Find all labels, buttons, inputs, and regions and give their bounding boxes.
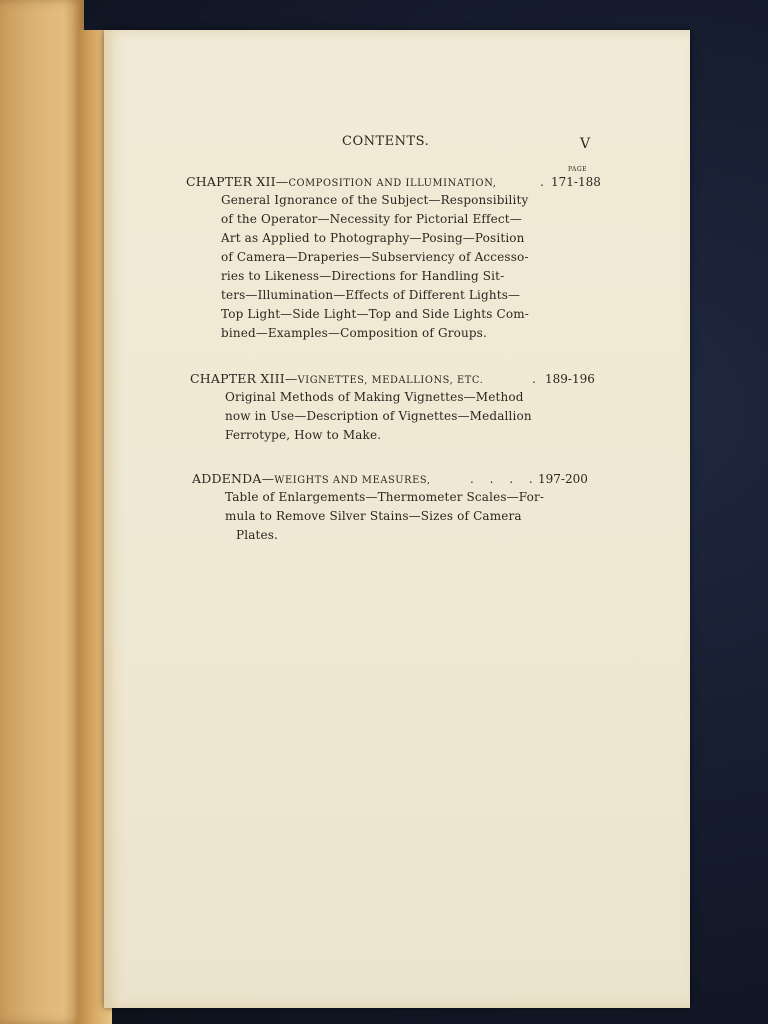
entry-line: bined—Examples—Composition of Groups. bbox=[221, 326, 487, 340]
entry-leader: . . . . bbox=[470, 472, 539, 486]
entry-label: ADDENDA— bbox=[192, 471, 275, 486]
entry-heading bbox=[186, 174, 496, 189]
entry-leader: . bbox=[540, 175, 544, 189]
entry-line: Top Light—Side Light—Top and Side Lights Com- bbox=[221, 307, 529, 321]
entry-line: Original Methods of Making Vignettes—Method bbox=[225, 390, 524, 404]
entry-label: CHAPTER XII— bbox=[186, 174, 289, 189]
entry-line: Ferrotype, How to Make. bbox=[225, 428, 382, 442]
entry-line: ters—Illumination—Effects of Different Lights— bbox=[221, 288, 521, 302]
entry-line: General Ignorance of the Subject—Responsibility bbox=[221, 193, 529, 207]
entry-line: mula to Remove Silver Stains—Sizes of Camera bbox=[225, 509, 522, 523]
page-folio: V bbox=[580, 136, 591, 152]
entry-line: Art as Applied to Photography—Posing—Position bbox=[221, 231, 525, 245]
entry-line: of Camera—Draperies—Subserviency of Accesso- bbox=[221, 250, 529, 264]
entry-pages: 171-188 bbox=[551, 175, 601, 189]
book-page bbox=[104, 30, 690, 1008]
entry-heading bbox=[192, 471, 431, 486]
entry-title: COMPOSITION AND ILLUMINATION, bbox=[288, 178, 497, 189]
entry-line: of the Operator—Necessity for Pictorial Effect— bbox=[221, 212, 522, 226]
entry-pages: 189-196 bbox=[545, 372, 595, 386]
entry-title: WEIGHTS AND MEASURES, bbox=[274, 475, 431, 486]
entry-leader: . bbox=[532, 372, 536, 386]
entry-pages: 197-200 bbox=[538, 472, 588, 486]
entry-line: Plates. bbox=[236, 528, 279, 542]
entry-line: now in Use—Description of Vignettes—Medallion bbox=[225, 409, 532, 423]
entry-label: CHAPTER XIII— bbox=[190, 371, 298, 386]
page-column-label: PAGE bbox=[568, 166, 587, 173]
entry-heading bbox=[190, 371, 483, 386]
entry-line: ries to Likeness—Directions for Handling Sit- bbox=[221, 269, 505, 283]
left-page-edge bbox=[0, 0, 84, 1024]
entry-title: VIGNETTES, MEDALLIONS, ETC. bbox=[297, 375, 484, 386]
running-title: CONTENTS. bbox=[342, 134, 430, 149]
entry-line: Table of Enlargements—Thermometer Scales—For- bbox=[225, 490, 545, 504]
